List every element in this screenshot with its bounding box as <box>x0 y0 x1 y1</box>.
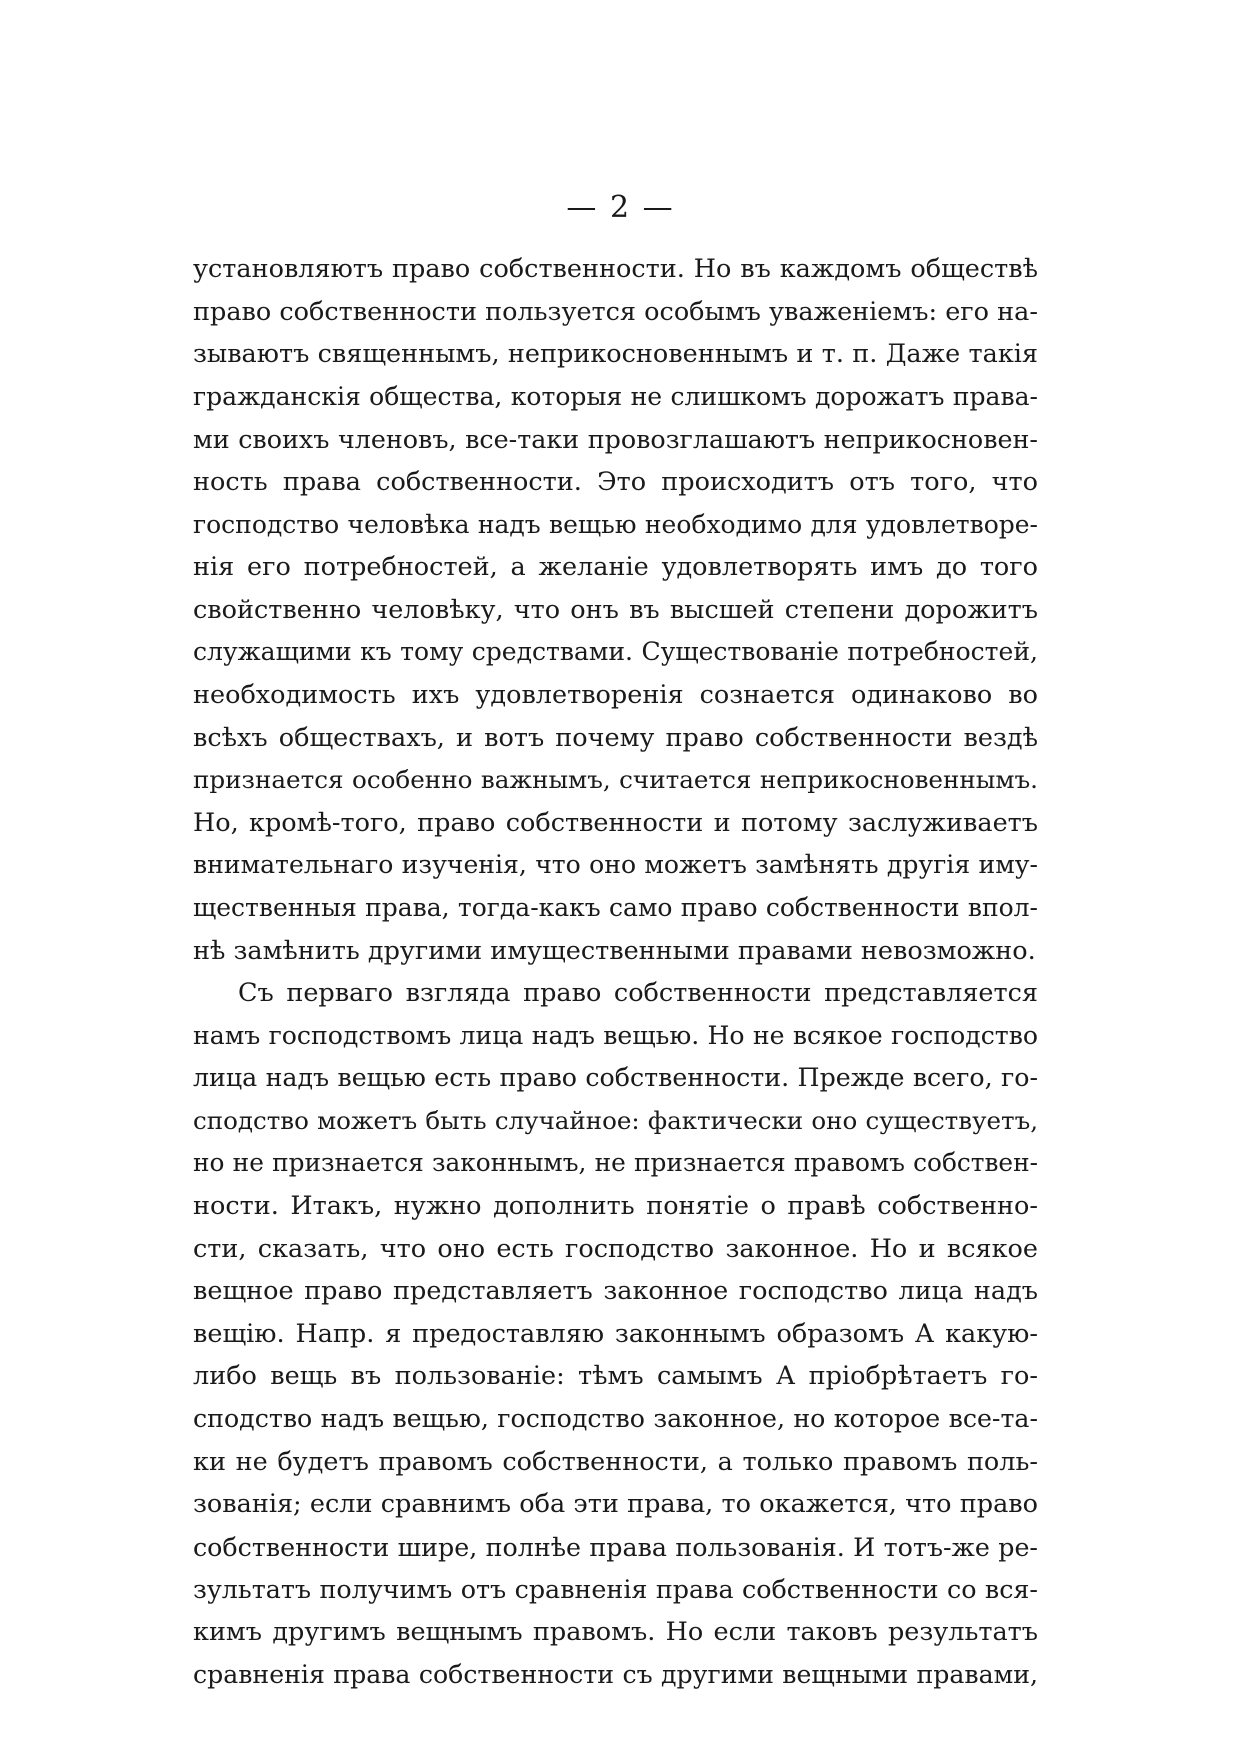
text-line: ми своихъ членовъ, все-таки провозглашаютъ неприкосновен- <box>193 424 1038 455</box>
text-line: сравненія права собственности съ другими вещными правами, <box>193 1659 1038 1689</box>
text-line: установляютъ право собственности. Но въ каждомъ обществѣ <box>193 254 1038 284</box>
page-number-header: — 2 — <box>566 190 675 225</box>
text-line: служащими къ тому средствами. Существованіе потребностей, <box>193 637 1038 667</box>
text-line: сподство можетъ быть случайное: фактически оно существуетъ, <box>193 1105 1038 1135</box>
text-line: собственности шире, полнѣе права пользованія. И тотъ-же ре- <box>193 1531 1038 1562</box>
text-line: щественныя права, тогда-какъ само право собственности впол- <box>193 892 1038 922</box>
text-line: признается особенно важнымъ, считается неприкосновеннымъ. <box>193 765 1038 795</box>
text-line: зультатъ получимъ отъ сравненія права собственности со вся- <box>193 1574 1038 1605</box>
text-line: намъ господствомъ лица надъ вещью. Но не всякое господство <box>193 1020 1038 1050</box>
text-line: лица надъ вещью есть право собственности. Прежде всего, го- <box>193 1063 1038 1093</box>
text-line: зованія; если сравнимъ оба эти права, то окажется, что право <box>193 1489 1038 1520</box>
text-line: вещію. Напр. я предоставляю законнымъ образомъ А какую- <box>193 1318 1038 1349</box>
body-text <box>193 248 1038 1696</box>
text-line: всѣхъ обществахъ, и вотъ почему право собственности вездѣ <box>193 722 1038 753</box>
text-line: гражданскія общества, которыя не слишкомъ дорожатъ права- <box>193 381 1038 411</box>
text-line: необходимость ихъ удовлетворенія сознается одинаково во <box>193 679 1038 710</box>
text-line: сти, сказать, что оно есть господство законное. Но и всякое <box>193 1233 1038 1264</box>
paragraph-1 <box>193 248 1038 972</box>
text-line: кимъ другимъ вещнымъ правомъ. Но если таковъ результатъ <box>193 1617 1038 1647</box>
text-line: сподство надъ вещью, господство законное, но которое все-та- <box>193 1404 1038 1434</box>
text-line: Съ перваго взгляда право собственности представляется <box>238 978 1038 1009</box>
text-line: либо вещь въ пользованіе: тѣмъ самымъ А пріобрѣтаетъ го- <box>193 1361 1038 1392</box>
text-line: внимательнаго изученія, что оно можетъ замѣнять другія иму- <box>193 850 1038 880</box>
text-line: но не признается законнымъ, не признается правомъ собствен- <box>193 1148 1038 1178</box>
text-line: свойственно человѣку, что онъ въ высшей степени дорожитъ <box>193 594 1038 625</box>
text-line: господство человѣка надъ вещью необходимо для удовлетворе- <box>193 509 1038 539</box>
paragraph-2 <box>193 972 1038 1696</box>
text-line: право собственности пользуется особымъ уваженіемъ: его на- <box>193 296 1038 327</box>
text-line: нѣ замѣнить другими имущественными правами невозможно. <box>193 935 1036 966</box>
text-line: вещное право представляетъ законное господство лица надъ <box>193 1276 1038 1307</box>
text-line: Но, кромѣ-того, право собственности и потому заслуживаетъ <box>193 807 1038 838</box>
text-line: ки не будетъ правомъ собственности, а только правомъ поль- <box>193 1446 1038 1477</box>
text-line: зываютъ священнымъ, неприкосновеннымъ и т. п. Даже такія <box>193 339 1038 370</box>
text-line: ность права собственности. Это происходитъ отъ того, что <box>193 466 1038 497</box>
text-line: ности. Итакъ, нужно дополнить понятіе о правѣ собственно- <box>193 1191 1038 1222</box>
text-line: нія его потребностей, а желаніе удовлетворять имъ до того <box>193 552 1038 583</box>
